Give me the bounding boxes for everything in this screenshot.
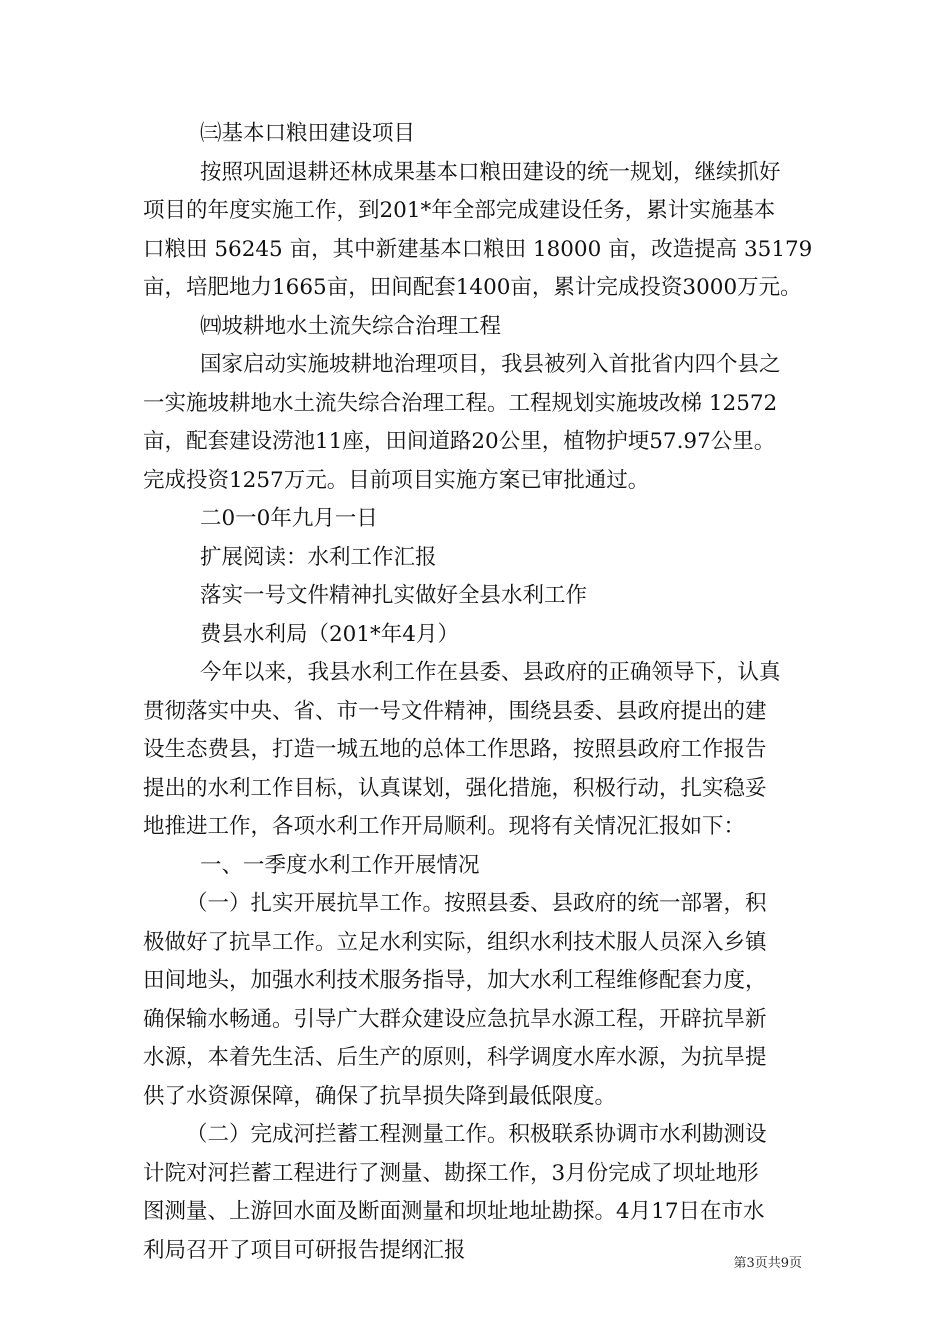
paragraph-line: 水源，本着先生活、后生产的原则，科学调度水库水源，为抗旱提 [143, 1045, 767, 1070]
paragraph-line: 国家启动实施坡耕地治理项目，我县被列入首批省内四个县之 [200, 352, 781, 377]
section-heading-3: ㈢基本口粮田建设项目 [200, 121, 416, 146]
paragraph-line: 今年以来，我县水利工作在县委、县政府的正确领导下，认真 [200, 660, 781, 685]
paragraph-line: 确保输水畅通。引导广大群众建设应急抗旱水源工程，开辟抗旱新 [143, 1006, 767, 1032]
section-heading-1: 一、一季度水利工作开展情况 [200, 852, 480, 878]
article-author: 费县水利局（201*年4月） [200, 621, 459, 647]
section-heading-4: ㈣坡耕地水土流失综合治理工程 [200, 313, 502, 339]
article-title: 落实一号文件精神扎实做好全县水利工作 [200, 583, 588, 608]
paragraph-line: 地推进工作，各项水利工作开局顺利。现将有关情况汇报如下： [143, 814, 746, 839]
paragraph-line: 亩，培肥地力1665亩，田间配套1400亩，累计完成投资3000万元。 [143, 275, 802, 300]
document-body [143, 115, 833, 1270]
paragraph-line: 一实施坡耕地水土流失综合治理工程。工程规划实施坡改梯 12572 [143, 390, 778, 416]
paragraph-line: 供了水资源保障，确保了抗旱损失降到最低限度。 [143, 1083, 617, 1109]
paragraph-line: 按照巩固退耕还林成果基本口粮田建设的统一规划，继续抓好 [200, 159, 781, 185]
paragraph-line: 利局召开了项目可研报告提纲汇报 [143, 1237, 466, 1263]
date-line: 二0一0年九月一日 [200, 506, 378, 531]
paragraph-line: 极做好了抗旱工作。立足水利实际，组织水利技术服人员深入乡镇 [143, 929, 767, 955]
paragraph-line: 田间地头，加强水利技术服务指导，加大水利工程维修配套力度， [143, 968, 767, 993]
paragraph-line: 设生态费县，打造一城五地的总体工作思路，按照县政府工作报告 [143, 737, 767, 762]
paragraph-line: 提出的水利工作目标，认真谋划，强化措施，积极行动，扎实稳妥 [143, 775, 767, 801]
paragraph-line: 贯彻落实中央、省、市一号文件精神，围绕县委、县政府提出的建 [143, 698, 767, 724]
paragraph-line: 亩，配套建设涝池11座，田间道路20公里，植物护埂57.97公里。 [143, 429, 776, 454]
paragraph-line: 图测量、上游回水面及断面测量和坝址地址勘探。4月17日在市水 [143, 1199, 765, 1224]
extended-reading-title: 扩展阅读：水利工作汇报 [200, 544, 437, 570]
paragraph-line: （一）扎实开展抗旱工作。按照县委、县政府的统一部署，积 [186, 891, 767, 916]
paragraph-line: （二）完成河拦蓄工程测量工作。积极联系协调市水利勘测设 [186, 1122, 767, 1147]
paragraph-line: 完成投资1257万元。目前项目实施方案已审批通过。 [143, 467, 650, 493]
paragraph-line: 计院对河拦蓄工程进行了测量、勘探工作，3月份完成了坝址地形 [143, 1160, 759, 1186]
paragraph-line: 项目的年度实施工作，到201*年全部完成建设任务，累计实施基本 [143, 198, 776, 223]
page-number: 第3页共9页 [733, 1256, 802, 1271]
paragraph-line: 口粮田 56245 亩，其中新建基本口粮田 18000 亩，改造提高 35179 [143, 236, 813, 262]
